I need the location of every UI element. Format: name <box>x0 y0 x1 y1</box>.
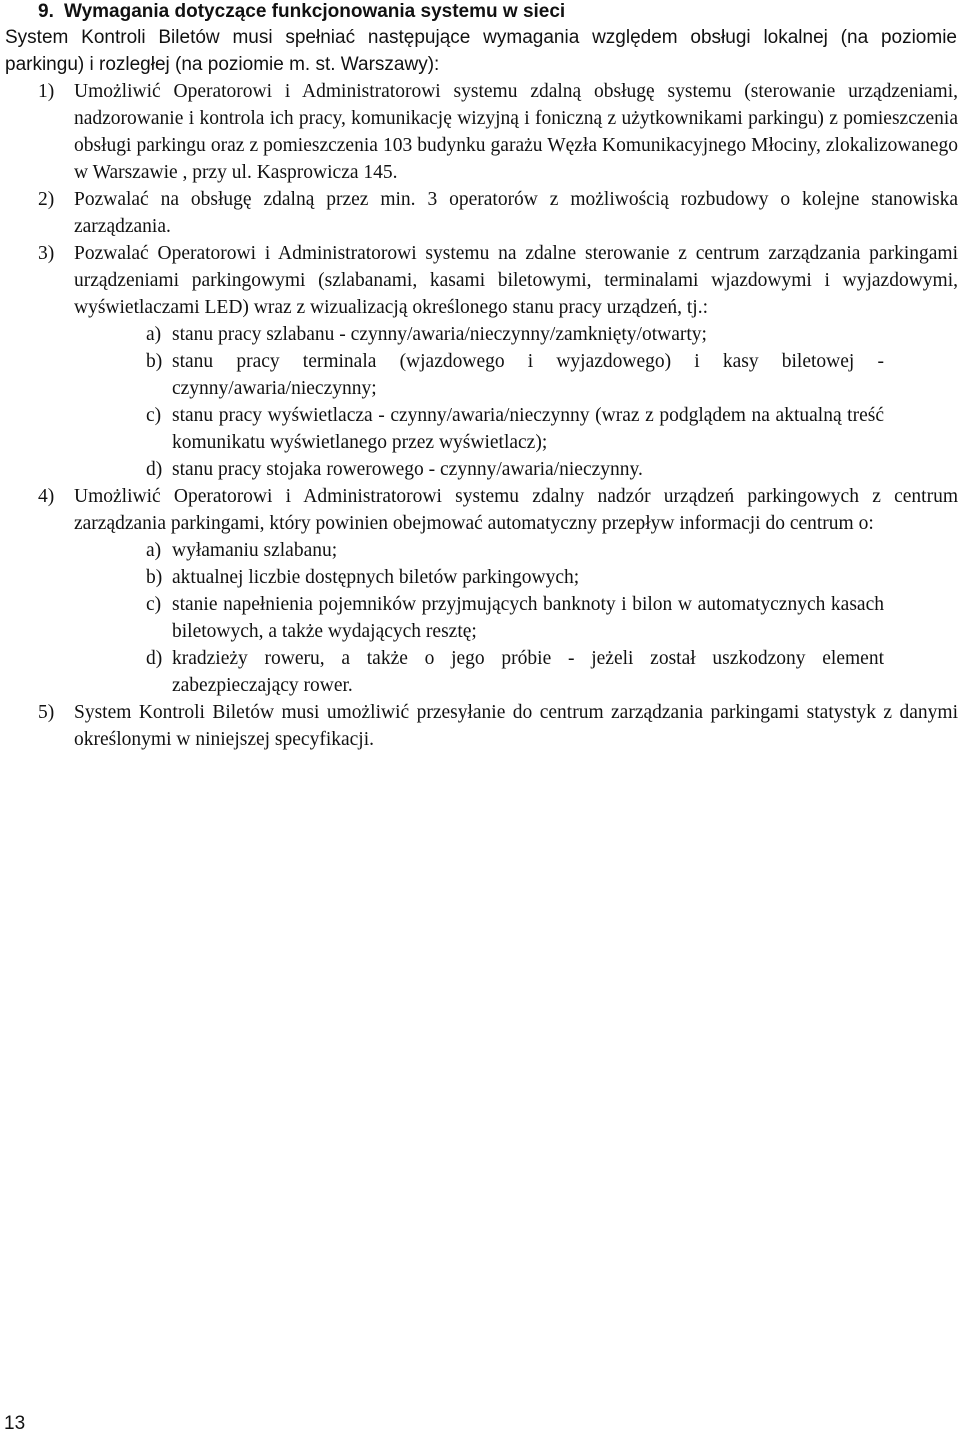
list-item-marker: 3) <box>38 243 55 264</box>
sublist-item-marker: c) <box>146 594 162 615</box>
list-item-text: Pozwalać Operatorowi i Administratorowi systemu na zdalne sterowanie z centrum zarządzania parkingami urządzeniami parkingowymi (szlabanami, kasami biletowymi, terminalami wjazdowymi i wyjazdowymi, wyświetlaczami LED) wraz z wizualizacją określonego stanu pracy urządzeń, tj.: <box>74 243 958 318</box>
list-item-marker: 4) <box>38 486 55 507</box>
sublist-item-text: aktualnej liczbie dostępnych biletów parkingowych; <box>172 567 580 588</box>
list-item <box>0 186 958 240</box>
sublist-item-marker: c) <box>146 405 162 426</box>
list-item-text: System Kontroli Biletów musi umożliwić przesyłanie do centrum zarządzania parkingami statystyk z danymi określonymi w niniejszej specyfikacji. <box>74 702 958 750</box>
list-item-marker: 1) <box>38 81 55 102</box>
sublist-item-text: stanu pracy terminala (wjazdowego i wyjazdowego) i kasy biletowej - czynny/awaria/nieczynny; <box>172 351 884 399</box>
sublist-item-marker: b) <box>146 351 163 372</box>
sublist-item-marker: b) <box>146 567 163 588</box>
list-item-text: Umożliwić Operatorowi i Administratorowi systemu zdalną obsługę systemu (sterowanie urządzeniami, nadzorowanie i kontrola ich pracy, komunikację wizyjną i foniczną z użytkownikami parkingu) z pomieszczenia obsługi parkingu oraz z pomieszczenia 103 budynku garażu Węzła Komunikacyjnego Młociny, zlokalizowanego w Warszawie , przy ul. Kasprowicza 145. <box>74 81 958 183</box>
sublist-item <box>0 402 884 456</box>
sublist-item <box>0 537 884 564</box>
list-item <box>0 78 958 186</box>
sublist-item-text: stanie napełnienia pojemników przyjmujących banknoty i bilon w automatycznych kasach biletowych, a także wydających resztę; <box>172 594 884 642</box>
section-number: 9. <box>38 1 54 22</box>
sublist-item-marker: d) <box>146 459 163 480</box>
sublist-item <box>0 591 884 645</box>
sublist-item-marker: d) <box>146 648 163 669</box>
sublist <box>0 321 960 483</box>
sublist-item-text: wyłamaniu szlabanu; <box>172 540 338 561</box>
list-item-marker: 5) <box>38 702 55 723</box>
sublist-item-marker: a) <box>146 540 162 561</box>
list-item-text: Umożliwić Operatorowi i Administratorowi systemu zdalny nadzór urządzeń parkingowych z centrum zarządzania parkingami, który powinien obejmować automatyczny przepływ informacji do centrum o: <box>74 486 958 534</box>
list-item <box>0 240 958 321</box>
sublist-item-text: stanu pracy stojaka rowerowego - czynny/awaria/nieczynny. <box>172 459 643 480</box>
sublist-item-text: stanu pracy szlabanu - czynny/awaria/nieczynny/zamknięty/otwarty; <box>172 324 707 345</box>
requirements-list <box>0 78 960 753</box>
intro-paragraph: System Kontroli Biletów musi spełniać następujące wymagania względem obsługi lokalnej (na poziomie parkingu) i rozległej (na poziomie m. st. Warszawy): <box>5 27 957 75</box>
page-number: 13 <box>4 1413 26 1434</box>
sublist-item <box>0 645 884 699</box>
list-item-text: Pozwalać na obsługę zdalną przez min. 3 operatorów z możliwością rozbudowy o kolejne stanowiska zarządzania. <box>74 189 958 237</box>
sublist-item <box>0 564 884 591</box>
list-item <box>0 483 958 537</box>
list-item <box>0 699 958 753</box>
sublist-item <box>0 321 884 348</box>
section-heading <box>38 0 938 25</box>
sublist-item-marker: a) <box>146 324 162 345</box>
sublist-item-text: kradzieży roweru, a także o jego próbie - jeżeli został uszkodzony element zabezpieczający rower. <box>172 648 884 696</box>
sublist <box>0 537 960 699</box>
sublist-item <box>0 348 884 402</box>
list-item-marker: 2) <box>38 189 55 210</box>
sublist-item-text: stanu pracy wyświetlacza - czynny/awaria/nieczynny (wraz z podglądem na aktualną treść komunikatu wyświetlanego przez wyświetlacz); <box>172 405 884 453</box>
section-title: Wymagania dotyczące funkcjonowania systemu w sieci <box>64 1 566 22</box>
sublist-item <box>0 456 884 483</box>
